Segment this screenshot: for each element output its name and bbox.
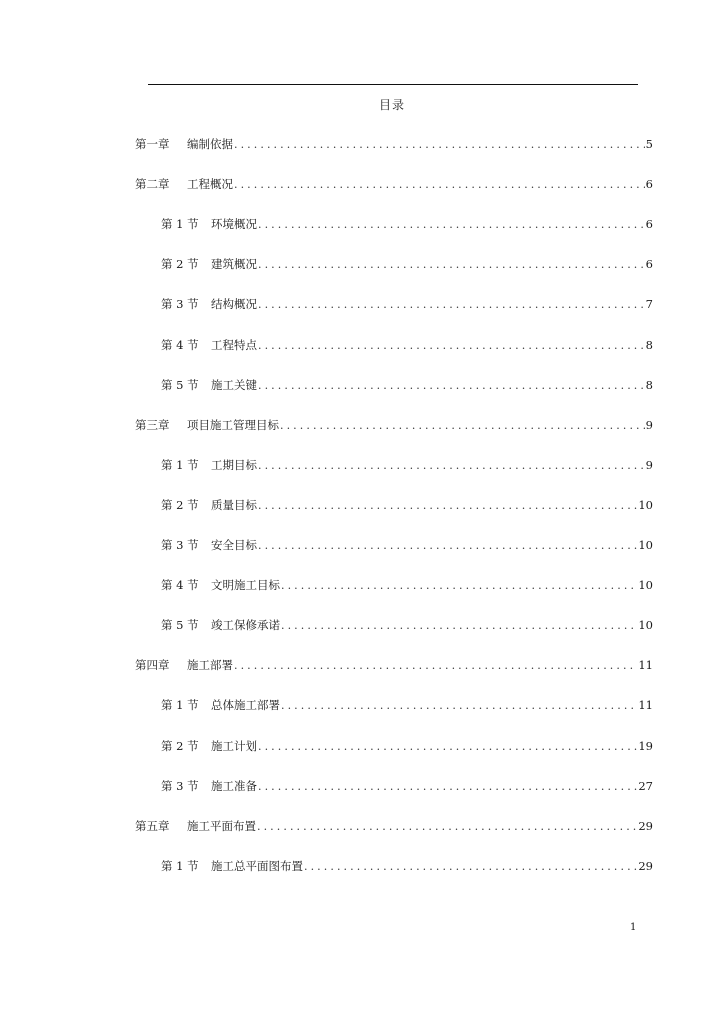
dot-leader [234,137,645,153]
toc-entry-label: 第四章 [135,658,170,673]
toc-entry[interactable] [161,577,653,593]
toc-entry-label: 第 2 节 [161,257,199,272]
toc-entry-page: 5 [645,137,653,151]
toc-entry-page: 7 [645,297,653,312]
dot-leader [258,217,645,233]
toc-entry-title: 施工部署 [187,658,233,673]
toc-entry-page: 11 [638,698,653,713]
header-rule [148,84,638,85]
toc-entry-title: 工程特点 [211,337,257,352]
toc-entry-page: 29 [638,818,653,833]
toc-entry-label: 第 1 节 [161,698,199,713]
toc-entry-label: 第 3 节 [161,538,199,552]
toc-entry-title: 编制依据 [187,137,233,151]
toc-entry[interactable] [135,657,653,673]
toc-entry-page: 6 [645,177,653,192]
toc-entry-page: 9 [645,457,653,472]
toc-entry-page: 19 [638,738,653,753]
dot-leader [281,698,637,714]
dot-leader [258,257,645,273]
toc-entry-label: 第 1 节 [161,217,199,232]
dot-leader [258,378,645,394]
toc-entry[interactable] [161,858,653,874]
toc-entry[interactable] [161,497,653,513]
dot-leader [257,819,637,835]
toc-entry-title: 安全目标 [211,538,257,552]
toc-entry-label: 第 5 节 [161,618,199,633]
dot-leader [258,338,645,354]
toc-entry-title: 竣工保修承诺 [211,618,280,633]
toc-entry-title: 建筑概况 [211,257,257,272]
dot-leader [258,779,637,795]
toc-entry-title: 结构概况 [211,297,257,312]
toc-entry[interactable] [161,697,653,713]
toc-entry[interactable] [135,136,653,152]
toc-entry-label: 第 1 节 [161,457,199,472]
toc-entry-page: 10 [638,578,653,593]
toc-entry-page: 29 [638,858,653,873]
toc-entry-label: 第二章 [135,177,170,192]
page-number: 1 [630,922,637,933]
toc-entry[interactable] [161,216,653,232]
toc-entry-title: 文明施工目标 [211,578,280,593]
dot-leader [234,658,637,674]
dot-leader [280,418,645,434]
toc-entry-page: 11 [638,658,653,673]
toc-entry-label: 第 4 节 [161,337,199,352]
toc-title: 目录 [378,98,405,112]
toc-entry-title: 施工关键 [211,377,257,392]
toc-entry-page: 10 [638,497,653,512]
dot-leader [281,578,637,594]
toc-entry-title: 施工总平面图布置 [211,858,303,873]
toc-entry[interactable] [161,617,653,633]
toc-entry[interactable] [161,256,653,272]
dot-leader [258,498,637,514]
toc-entry[interactable] [161,778,653,794]
toc-entry-page: 9 [645,417,653,432]
toc-entry-title: 施工准备 [211,778,257,793]
toc-entry-page: 8 [645,377,653,392]
toc-entry-label: 第 3 节 [161,297,199,312]
dot-leader [258,458,645,474]
toc-entry-title: 施工计划 [211,738,257,753]
toc-entry-label: 第 3 节 [161,778,199,793]
dot-leader [281,618,637,634]
toc-entry-label: 第 1 节 [161,858,199,873]
toc-entry-label: 第一章 [135,137,170,151]
toc-entry[interactable] [161,457,653,473]
toc-entry-title: 项目施工管理目标 [187,417,279,432]
toc-entry[interactable] [161,738,653,754]
toc-entry-title: 工期目标 [211,457,257,472]
toc-entry[interactable] [161,337,653,353]
dot-leader [258,538,637,554]
toc-entry-title: 环境概况 [211,217,257,232]
toc-entry[interactable] [161,296,653,312]
dot-leader [258,297,645,313]
toc-entry-label: 第 5 节 [161,377,199,392]
toc-entry[interactable] [135,417,653,433]
toc-entry-page: 6 [645,257,653,272]
toc-entry-label: 第 2 节 [161,738,199,753]
toc-entry-title: 总体施工部署 [211,698,280,713]
toc-entry-label: 第 4 节 [161,578,199,593]
toc-entry-page: 27 [638,778,653,793]
dot-leader [304,859,637,875]
dot-leader [258,739,637,755]
toc-entry-page: 8 [645,337,653,352]
toc-entry-title: 质量目标 [211,497,257,512]
toc-entry[interactable] [161,377,653,393]
toc-entry-title: 施工平面布置 [187,818,256,833]
toc-entry-page: 10 [638,538,653,552]
toc-entry-label: 第五章 [135,818,170,833]
toc-entry-page: 6 [645,217,653,232]
toc-entry-label: 第三章 [135,417,170,432]
toc-entry-page: 10 [638,618,653,633]
toc-entry-title: 工程概况 [187,177,233,192]
dot-leader [234,177,645,193]
toc-entry[interactable] [161,537,653,553]
toc-entry[interactable] [135,176,653,192]
toc-entry-label: 第 2 节 [161,497,199,512]
toc-entry[interactable] [135,818,653,834]
